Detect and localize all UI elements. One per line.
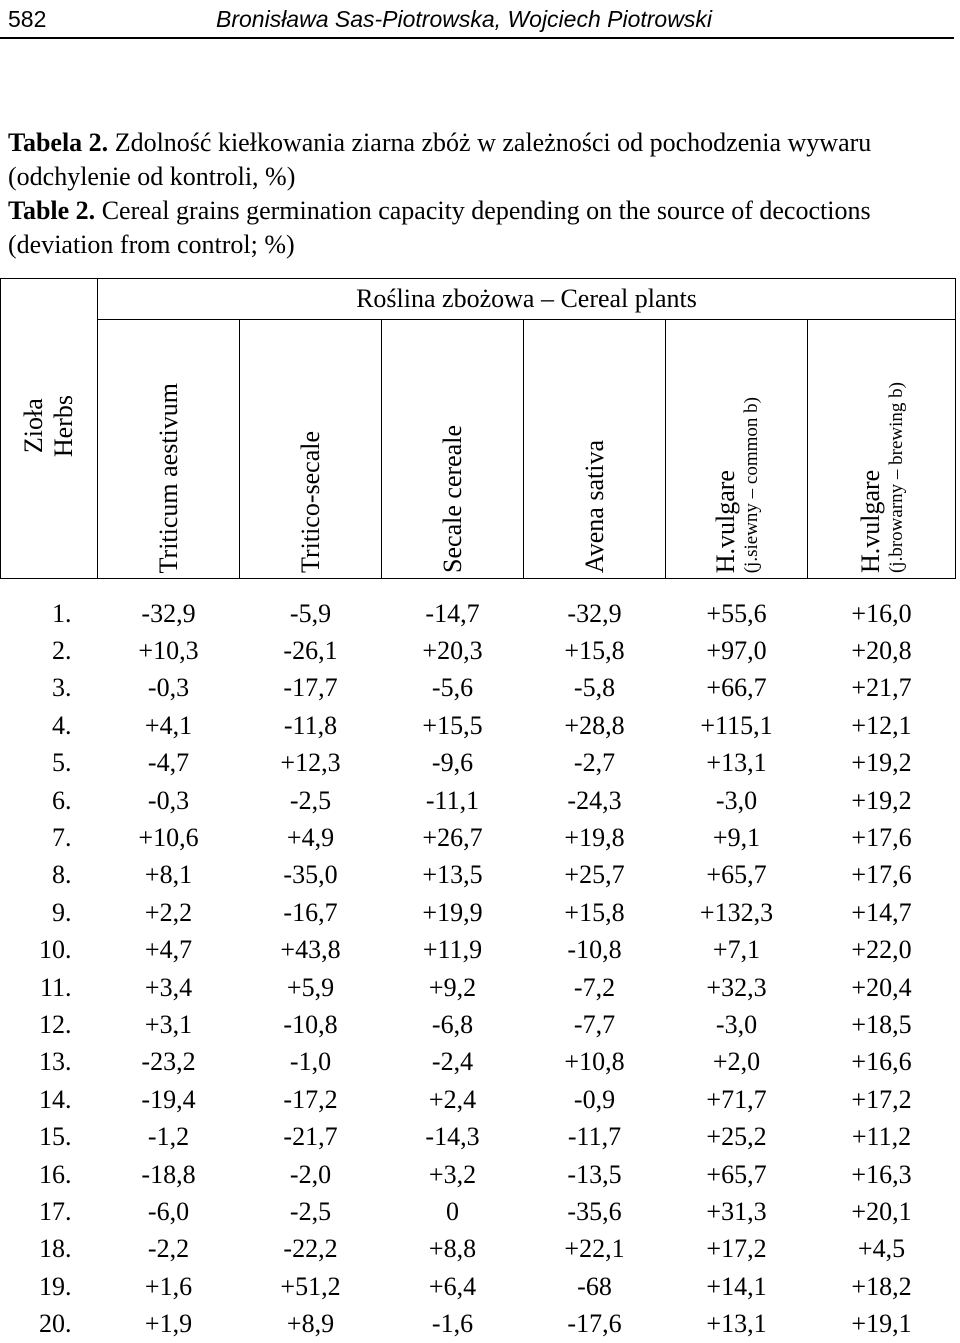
herb-number-cell: 12.	[39, 1009, 72, 1039]
value-cell: +17,2	[851, 1084, 912, 1114]
value-cell: +65,7	[706, 1159, 767, 1189]
herb-number-cell: 4.	[52, 710, 72, 740]
data-table-wrapper	[0, 278, 960, 1343]
value-cell: -10,8	[567, 935, 622, 965]
value-cell: -17,6	[567, 1309, 622, 1339]
value-cell: +19,9	[422, 897, 483, 927]
value-cell: +20,8	[851, 636, 912, 666]
table-row	[1, 1193, 956, 1230]
value-cell: -7,2	[573, 972, 616, 1002]
table-row	[1, 1118, 956, 1155]
value-cell: -3,0	[715, 785, 758, 815]
caption-polish-label: Tabela 2.	[8, 128, 109, 157]
value-cell: -1,6	[431, 1309, 474, 1339]
value-cell: -32,9	[141, 598, 196, 628]
herbs-header-en: Herbs	[49, 394, 78, 458]
table-row	[1, 1231, 956, 1268]
herb-number-cell: 10.	[39, 935, 72, 965]
running-head	[0, 0, 960, 40]
value-cell: -9,6	[431, 748, 474, 778]
value-cell: -23,2	[141, 1047, 196, 1077]
germination-table	[0, 278, 956, 1343]
value-cell: -17,2	[283, 1084, 338, 1114]
running-title: Bronisława Sas-Piotrowska, Wojciech Piotrowski	[216, 6, 712, 32]
caption-polish-text: Zdolność kiełkowania ziarna zbóż w zależności od pochodzenia wywaru (odchylenie od kontroli, %)	[8, 128, 872, 191]
value-cell: +1,9	[144, 1309, 193, 1339]
column-header-name: Avena sativa	[579, 439, 609, 573]
caption-polish	[8, 126, 948, 194]
value-cell: +4,5	[857, 1234, 906, 1264]
herb-number-cell: 20.	[39, 1309, 72, 1339]
value-cell: +19,2	[851, 748, 912, 778]
herb-number-cell: 7.	[52, 823, 72, 853]
herb-number-cell: 14.	[39, 1084, 72, 1114]
value-cell: +132,3	[699, 897, 774, 927]
value-cell: +6,4	[428, 1271, 477, 1301]
value-cell: +51,2	[280, 1271, 341, 1301]
value-cell: -10,8	[283, 1009, 338, 1039]
value-cell: +28,8	[564, 710, 625, 740]
value-cell: -0,3	[147, 673, 190, 703]
herbs-header	[1, 279, 98, 579]
value-cell: +3,2	[428, 1159, 477, 1189]
value-cell: +13,1	[706, 748, 767, 778]
value-cell: +22,1	[564, 1234, 625, 1264]
value-cell: -0,3	[147, 785, 190, 815]
value-cell: +1,6	[144, 1271, 193, 1301]
table-row	[1, 1081, 956, 1118]
value-cell: -2,4	[431, 1047, 474, 1077]
table-row	[1, 707, 956, 744]
value-cell: +10,8	[564, 1047, 625, 1077]
value-cell: +11,2	[851, 1122, 912, 1152]
table-row	[1, 1305, 956, 1342]
value-cell: -5,8	[573, 673, 616, 703]
value-cell: -18,8	[141, 1159, 196, 1189]
value-cell: +18,2	[851, 1271, 912, 1301]
value-cell: -11,1	[425, 785, 480, 815]
value-cell: +13,1	[706, 1309, 767, 1339]
value-cell: -2,2	[147, 1234, 190, 1264]
herb-number-cell: 2.	[52, 636, 72, 666]
herb-number-cell: 15.	[39, 1122, 72, 1152]
table-caption	[8, 126, 948, 262]
value-cell: -14,7	[425, 598, 480, 628]
table-row	[1, 1268, 956, 1305]
value-cell: +8,9	[286, 1309, 335, 1339]
value-cell: -35,6	[567, 1196, 622, 1226]
value-cell: +16,3	[851, 1159, 912, 1189]
value-cell: +71,7	[706, 1084, 767, 1114]
herb-number-cell: 3.	[52, 673, 72, 703]
value-cell: +3,4	[144, 972, 193, 1002]
value-cell: +4,1	[144, 710, 193, 740]
value-cell: +20,4	[851, 972, 912, 1002]
value-cell: -2,5	[289, 1196, 332, 1226]
table-row	[1, 670, 956, 707]
value-cell: +5,9	[286, 972, 335, 1002]
value-cell: -21,7	[283, 1122, 338, 1152]
value-cell: -1,2	[147, 1122, 190, 1152]
value-cell: +2,4	[428, 1084, 477, 1114]
herb-number-cell: 18.	[39, 1234, 72, 1264]
value-cell: +17,6	[851, 823, 912, 853]
value-cell: +2,0	[712, 1047, 761, 1077]
value-cell: -14,3	[425, 1122, 480, 1152]
column-header-name: Secale cereale	[437, 425, 467, 573]
value-cell: +2,2	[144, 897, 193, 927]
column-header-name: H.vulgare	[710, 469, 740, 573]
caption-english	[8, 194, 948, 262]
value-cell: -11,8	[283, 710, 338, 740]
value-cell: +3,1	[144, 1009, 193, 1039]
value-cell: +10,3	[138, 636, 199, 666]
value-cell: -24,3	[567, 785, 622, 815]
value-cell: +13,5	[422, 860, 483, 890]
value-cell: +4,9	[286, 823, 335, 853]
value-cell: -11,7	[567, 1122, 622, 1152]
table-body	[1, 579, 956, 1343]
value-cell: -32,9	[567, 598, 622, 628]
value-cell: +115,1	[700, 710, 773, 740]
column-header-row	[1, 320, 956, 579]
value-cell: +10,6	[138, 823, 199, 853]
value-cell: +14,1	[706, 1271, 767, 1301]
value-cell: +9,2	[428, 972, 477, 1002]
value-cell: +17,6	[851, 860, 912, 890]
value-cell: -5,6	[431, 673, 474, 703]
column-header-sub: (j.browarny – brewing b)	[885, 381, 907, 573]
value-cell: -2,7	[573, 748, 616, 778]
value-cell: +20,3	[422, 636, 483, 666]
column-header	[666, 320, 808, 579]
table-row	[1, 579, 956, 633]
value-cell: +25,7	[564, 860, 625, 890]
herb-number-cell: 1.	[52, 598, 72, 628]
value-cell: -4,7	[147, 748, 190, 778]
value-cell: -13,5	[567, 1159, 622, 1189]
value-cell: -6,0	[147, 1196, 190, 1226]
column-header	[98, 320, 240, 579]
value-cell: +26,7	[422, 823, 483, 853]
value-cell: +19,1	[851, 1309, 912, 1339]
value-cell: +15,8	[564, 636, 625, 666]
value-cell: +65,7	[706, 860, 767, 890]
herb-number-cell: 5.	[52, 748, 72, 778]
table-row	[1, 1006, 956, 1043]
value-cell: +9,1	[712, 823, 761, 853]
value-cell: +31,3	[706, 1196, 767, 1226]
value-cell: -2,5	[289, 785, 332, 815]
table-row	[1, 819, 956, 856]
value-cell: +20,1	[851, 1196, 912, 1226]
caption-english-text: Cereal grains germination capacity depending on the source of decoctions (deviation from control; %)	[8, 196, 871, 259]
table-row	[1, 969, 956, 1006]
value-cell: +19,8	[564, 823, 625, 853]
value-cell: +8,8	[428, 1234, 477, 1264]
value-cell: +25,2	[706, 1122, 767, 1152]
column-header-sub: (j.siewny – common b)	[740, 396, 762, 573]
value-cell: -17,7	[283, 673, 338, 703]
value-cell: +18,5	[851, 1009, 912, 1039]
table-row	[1, 1044, 956, 1081]
value-cell: +12,3	[280, 748, 341, 778]
value-cell: +66,7	[706, 673, 767, 703]
value-cell: +7,1	[712, 935, 761, 965]
value-cell: +97,0	[706, 636, 767, 666]
value-cell: -7,7	[573, 1009, 616, 1039]
value-cell: -26,1	[283, 636, 338, 666]
value-cell: +55,6	[706, 598, 767, 628]
table-row	[1, 1156, 956, 1193]
herb-number-cell: 6.	[52, 785, 72, 815]
column-header	[524, 320, 666, 579]
table-row	[1, 894, 956, 931]
table-row	[1, 632, 956, 669]
value-cell: -5,9	[289, 598, 332, 628]
column-header	[240, 320, 382, 579]
herb-number-cell: 8.	[52, 860, 72, 890]
table-row	[1, 745, 956, 782]
column-header-name: Triticum aestivum	[153, 382, 183, 573]
value-cell: -16,7	[283, 897, 338, 927]
value-cell: -6,8	[431, 1009, 474, 1039]
header-rule	[0, 37, 954, 39]
cereal-plants-header: Roślina zbożowa – Cereal plants	[98, 279, 956, 320]
herb-number-cell: 17.	[39, 1196, 72, 1226]
caption-english-label: Table 2.	[8, 196, 96, 225]
table-row	[1, 857, 956, 894]
table-row	[1, 782, 956, 819]
column-header-name: H.vulgare	[855, 469, 885, 573]
herb-number-cell: 16.	[39, 1159, 72, 1189]
value-cell: -22,2	[283, 1234, 338, 1264]
value-cell: +21,7	[851, 673, 912, 703]
value-cell: +22,0	[851, 935, 912, 965]
herbs-header-pl: Zioła	[19, 398, 48, 454]
value-cell: +15,5	[422, 710, 483, 740]
herb-number-cell: 9.	[52, 897, 72, 927]
value-cell: -1,0	[289, 1047, 332, 1077]
value-cell: +11,9	[422, 935, 483, 965]
value-cell: +17,2	[706, 1234, 767, 1264]
value-cell: +8,1	[144, 860, 193, 890]
column-header-name: Tritico-secale	[295, 431, 325, 573]
value-cell: -2,0	[289, 1159, 332, 1189]
value-cell: +19,2	[851, 785, 912, 815]
herb-number-cell: 19.	[39, 1271, 72, 1301]
value-cell: 0	[446, 1196, 459, 1226]
herb-number-cell: 13.	[39, 1047, 72, 1077]
value-cell: -3,0	[715, 1009, 758, 1039]
value-cell: +16,0	[851, 598, 912, 628]
value-cell: +16,6	[851, 1047, 912, 1077]
column-header	[382, 320, 524, 579]
column-header	[808, 320, 956, 579]
value-cell: +4,7	[144, 935, 193, 965]
herb-number-cell: 11.	[39, 972, 72, 1002]
page-number: 582	[8, 6, 47, 32]
value-cell: -35,0	[283, 860, 338, 890]
value-cell: +32,3	[706, 972, 767, 1002]
value-cell: -68	[577, 1271, 612, 1301]
value-cell: +12,1	[851, 710, 912, 740]
value-cell: +43,8	[280, 935, 341, 965]
value-cell: -0,9	[573, 1084, 616, 1114]
value-cell: +14,7	[851, 897, 912, 927]
table-row	[1, 932, 956, 969]
value-cell: -19,4	[141, 1084, 196, 1114]
value-cell: +15,8	[564, 897, 625, 927]
